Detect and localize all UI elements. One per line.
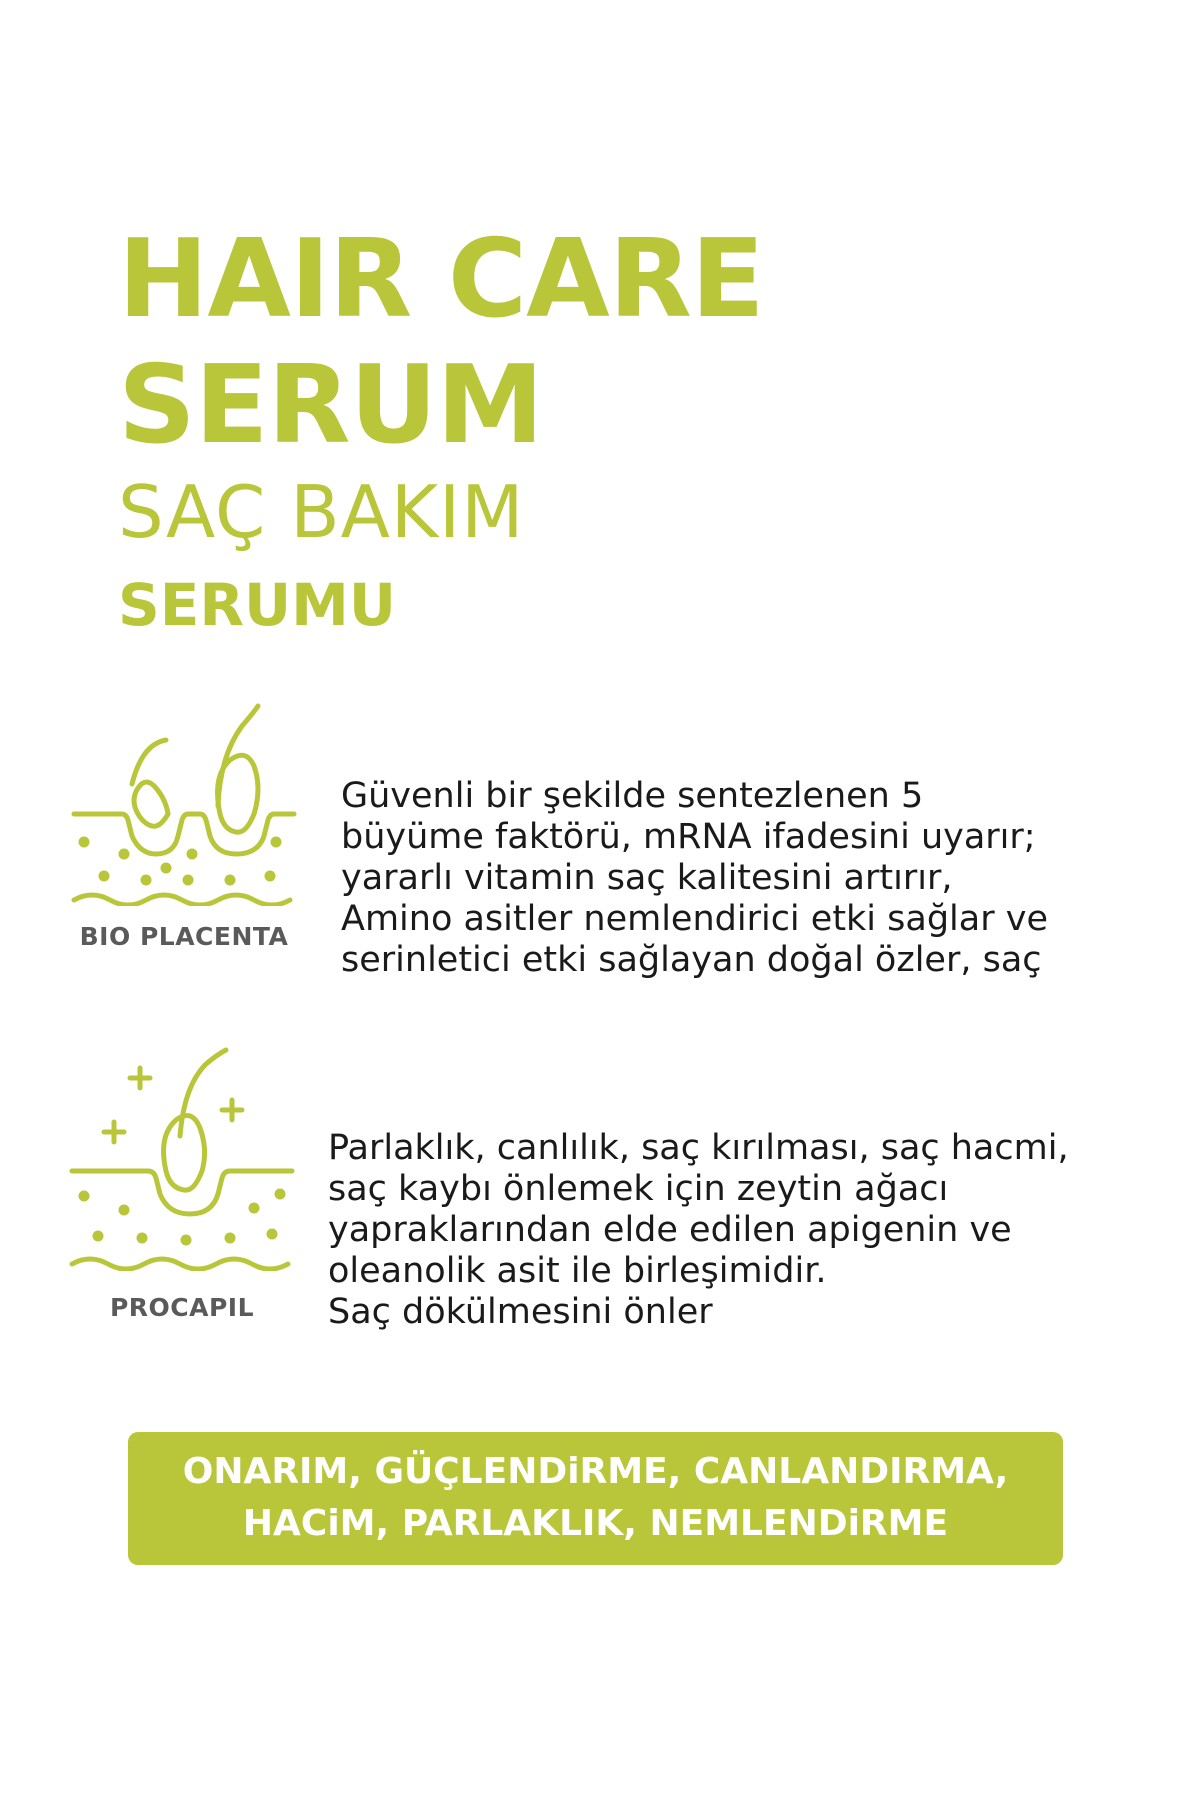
description-line: Güvenli bir şekilde sentezlenen 5 (341, 776, 924, 816)
hair-follicle-icon (70, 696, 298, 906)
hair-sparkle-icon (68, 1046, 296, 1271)
description-line: serinletici etki sağlayan doğal özler, saç (341, 940, 1042, 980)
product-title-line-1: HAIR CARE (118, 217, 764, 342)
description-line: yararlı vitamin saç kalitesini artırır, (341, 858, 953, 898)
description-line: Saç dökülmesini önler (328, 1292, 713, 1332)
product-subtitle-bold: SERUMU (118, 571, 396, 639)
description-line: saç kaybı önlemek için zeytin ağacı (328, 1169, 949, 1209)
product-subtitle-light: SAÇ BAKIM (118, 470, 525, 554)
description-line: Parlaklık, canlılık, saç kırılması, saç hacmi, (328, 1128, 1069, 1168)
benefits-banner (128, 1432, 1063, 1565)
feature-description-bio-placenta (341, 776, 1048, 981)
description-line: oleanolik asit ile birleşimidir. (328, 1251, 827, 1291)
feature-description-procapil (328, 1128, 1069, 1333)
benefits-line-1: ONARIM, GÜÇLENDiRME, CANLANDIRMA, (182, 1451, 1009, 1492)
description-line: Amino asitler nemlendirici etki sağlar ve (341, 899, 1048, 939)
feature-label-procapil: PROCAPIL (109, 1293, 255, 1322)
product-title-line-2: SERUM (118, 343, 543, 468)
description-line: büyüme faktörü, mRNA ifadesini uyarır; (341, 817, 1036, 857)
feature-label-bio-placenta: BIO PLACENTA (79, 922, 289, 951)
description-line: yapraklarından elde edilen apigenin ve (328, 1210, 1012, 1250)
benefits-line-2: HACiM, PARLAKLIK, NEMLENDiRME (242, 1503, 949, 1544)
